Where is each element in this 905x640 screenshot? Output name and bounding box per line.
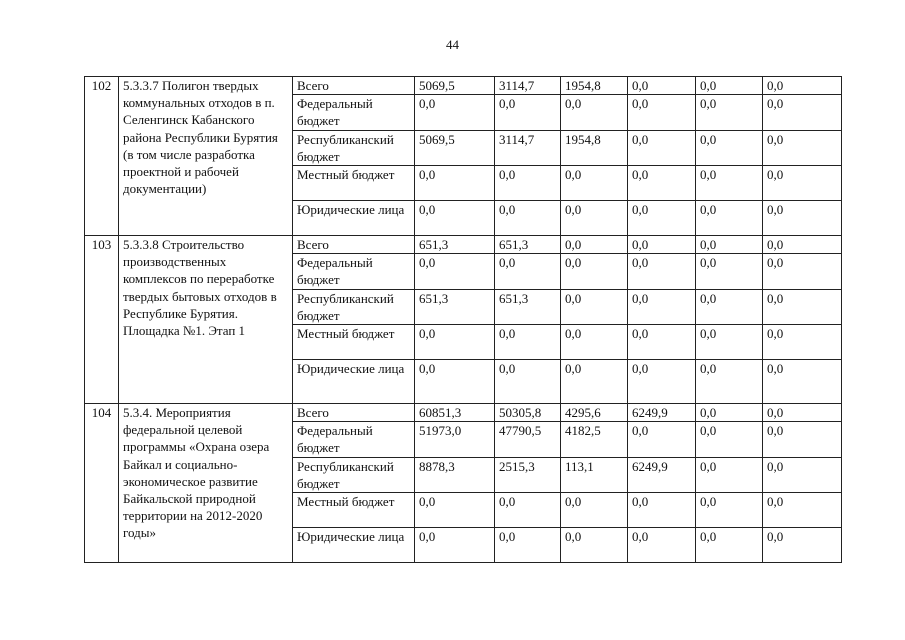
amount-cell: 4182,5: [561, 422, 628, 457]
amount-cell: 0,0: [561, 528, 628, 563]
amount-cell: 8878,3: [415, 457, 495, 492]
amount-cell: 0,0: [628, 493, 696, 528]
amount-cell: 0,0: [415, 95, 495, 130]
amount-cell: 651,3: [495, 236, 561, 254]
amount-cell: 0,0: [763, 95, 842, 130]
row-number: 104: [85, 404, 119, 563]
amount-cell: 0,0: [696, 404, 763, 422]
amount-cell: 47790,5: [495, 422, 561, 457]
amount-cell: 0,0: [696, 325, 763, 360]
amount-cell: 0,0: [415, 493, 495, 528]
funding-source: Местный бюджет: [293, 493, 415, 528]
funding-source: Местный бюджет: [293, 325, 415, 360]
amount-cell: 60851,3: [415, 404, 495, 422]
amount-cell: 0,0: [696, 422, 763, 457]
funding-source: Всего: [293, 236, 415, 254]
amount-cell: 50305,8: [495, 404, 561, 422]
funding-source: Республиканский бюджет: [293, 130, 415, 165]
amount-cell: 0,0: [763, 236, 842, 254]
amount-cell: 0,0: [415, 166, 495, 201]
amount-cell: 0,0: [763, 201, 842, 236]
funding-source: Федеральный бюджет: [293, 254, 415, 289]
amount-cell: 1954,8: [561, 130, 628, 165]
amount-cell: 6249,9: [628, 457, 696, 492]
amount-cell: 0,0: [763, 404, 842, 422]
amount-cell: 0,0: [763, 77, 842, 95]
amount-cell: 0,0: [628, 360, 696, 404]
table-row: [85, 77, 842, 95]
amount-cell: 0,0: [561, 360, 628, 404]
amount-cell: 0,0: [415, 201, 495, 236]
amount-cell: 0,0: [415, 325, 495, 360]
amount-cell: 0,0: [415, 360, 495, 404]
budget-table: [84, 76, 842, 563]
amount-cell: 0,0: [495, 493, 561, 528]
activity-name: 5.3.3.7 Полигон твердых коммунальных отходов в п. Селенгинск Кабанского района Республики Бурятия (в том числе разработка проектной и рабочей документации): [119, 77, 293, 236]
amount-cell: 6249,9: [628, 404, 696, 422]
amount-cell: 0,0: [763, 528, 842, 563]
amount-cell: 0,0: [628, 130, 696, 165]
amount-cell: 0,0: [628, 95, 696, 130]
amount-cell: 651,3: [415, 289, 495, 324]
amount-cell: 5069,5: [415, 130, 495, 165]
row-number: 103: [85, 236, 119, 404]
amount-cell: 0,0: [763, 254, 842, 289]
amount-cell: 2515,3: [495, 457, 561, 492]
amount-cell: 651,3: [415, 236, 495, 254]
amount-cell: 0,0: [561, 201, 628, 236]
funding-source: Республиканский бюджет: [293, 289, 415, 324]
amount-cell: 0,0: [495, 360, 561, 404]
amount-cell: 0,0: [696, 457, 763, 492]
funding-source: Юридические лица: [293, 201, 415, 236]
amount-cell: 0,0: [495, 528, 561, 563]
amount-cell: 0,0: [696, 201, 763, 236]
amount-cell: 0,0: [495, 325, 561, 360]
activity-name: 5.3.3.8 Строительство производственных комплексов по переработке твердых бытовых отходов в Республике Бурятия. Площадка №1. Этап 1: [119, 236, 293, 404]
table-row: [85, 404, 842, 422]
amount-cell: 0,0: [561, 289, 628, 324]
funding-source: Юридические лица: [293, 528, 415, 563]
amount-cell: 0,0: [561, 493, 628, 528]
amount-cell: 0,0: [628, 289, 696, 324]
amount-cell: 0,0: [628, 254, 696, 289]
amount-cell: 0,0: [763, 493, 842, 528]
amount-cell: 0,0: [628, 528, 696, 563]
amount-cell: 0,0: [495, 201, 561, 236]
amount-cell: 113,1: [561, 457, 628, 492]
amount-cell: 51973,0: [415, 422, 495, 457]
amount-cell: 0,0: [696, 493, 763, 528]
amount-cell: 651,3: [495, 289, 561, 324]
amount-cell: 0,0: [628, 325, 696, 360]
amount-cell: 0,0: [561, 325, 628, 360]
amount-cell: 0,0: [415, 528, 495, 563]
amount-cell: 0,0: [696, 360, 763, 404]
funding-source: Республиканский бюджет: [293, 457, 415, 492]
page-number: 44: [446, 37, 459, 52]
amount-cell: 0,0: [628, 422, 696, 457]
amount-cell: 0,0: [495, 95, 561, 130]
amount-cell: 0,0: [561, 236, 628, 254]
funding-source: Юридические лица: [293, 360, 415, 404]
amount-cell: 0,0: [763, 360, 842, 404]
table-row: [85, 236, 842, 254]
amount-cell: 0,0: [763, 457, 842, 492]
amount-cell: 5069,5: [415, 77, 495, 95]
amount-cell: 0,0: [696, 254, 763, 289]
amount-cell: 0,0: [696, 130, 763, 165]
amount-cell: 0,0: [696, 236, 763, 254]
amount-cell: 0,0: [763, 325, 842, 360]
amount-cell: 1954,8: [561, 77, 628, 95]
amount-cell: 0,0: [763, 130, 842, 165]
amount-cell: 0,0: [696, 77, 763, 95]
amount-cell: 0,0: [696, 528, 763, 563]
funding-source: Всего: [293, 404, 415, 422]
amount-cell: 3114,7: [495, 77, 561, 95]
activity-name: 5.3.4. Мероприятия федеральной целевой программы «Охрана озера Байкал и социально-экономическое развитие Байкальской природной территории на 2012-2020 годы»: [119, 404, 293, 563]
amount-cell: 4295,6: [561, 404, 628, 422]
amount-cell: 0,0: [696, 166, 763, 201]
amount-cell: 0,0: [628, 201, 696, 236]
amount-cell: 0,0: [628, 166, 696, 201]
amount-cell: 0,0: [561, 95, 628, 130]
amount-cell: 0,0: [628, 77, 696, 95]
amount-cell: 0,0: [696, 289, 763, 324]
amount-cell: 0,0: [561, 166, 628, 201]
amount-cell: 0,0: [495, 166, 561, 201]
amount-cell: 0,0: [415, 254, 495, 289]
funding-source: Федеральный бюджет: [293, 95, 415, 130]
amount-cell: 0,0: [696, 95, 763, 130]
funding-source: Местный бюджет: [293, 166, 415, 201]
amount-cell: 3114,7: [495, 130, 561, 165]
row-number: 102: [85, 77, 119, 236]
amount-cell: 0,0: [561, 254, 628, 289]
funding-source: Федеральный бюджет: [293, 422, 415, 457]
funding-source: Всего: [293, 77, 415, 95]
amount-cell: 0,0: [763, 289, 842, 324]
amount-cell: 0,0: [763, 422, 842, 457]
amount-cell: 0,0: [628, 236, 696, 254]
amount-cell: 0,0: [763, 166, 842, 201]
amount-cell: 0,0: [495, 254, 561, 289]
